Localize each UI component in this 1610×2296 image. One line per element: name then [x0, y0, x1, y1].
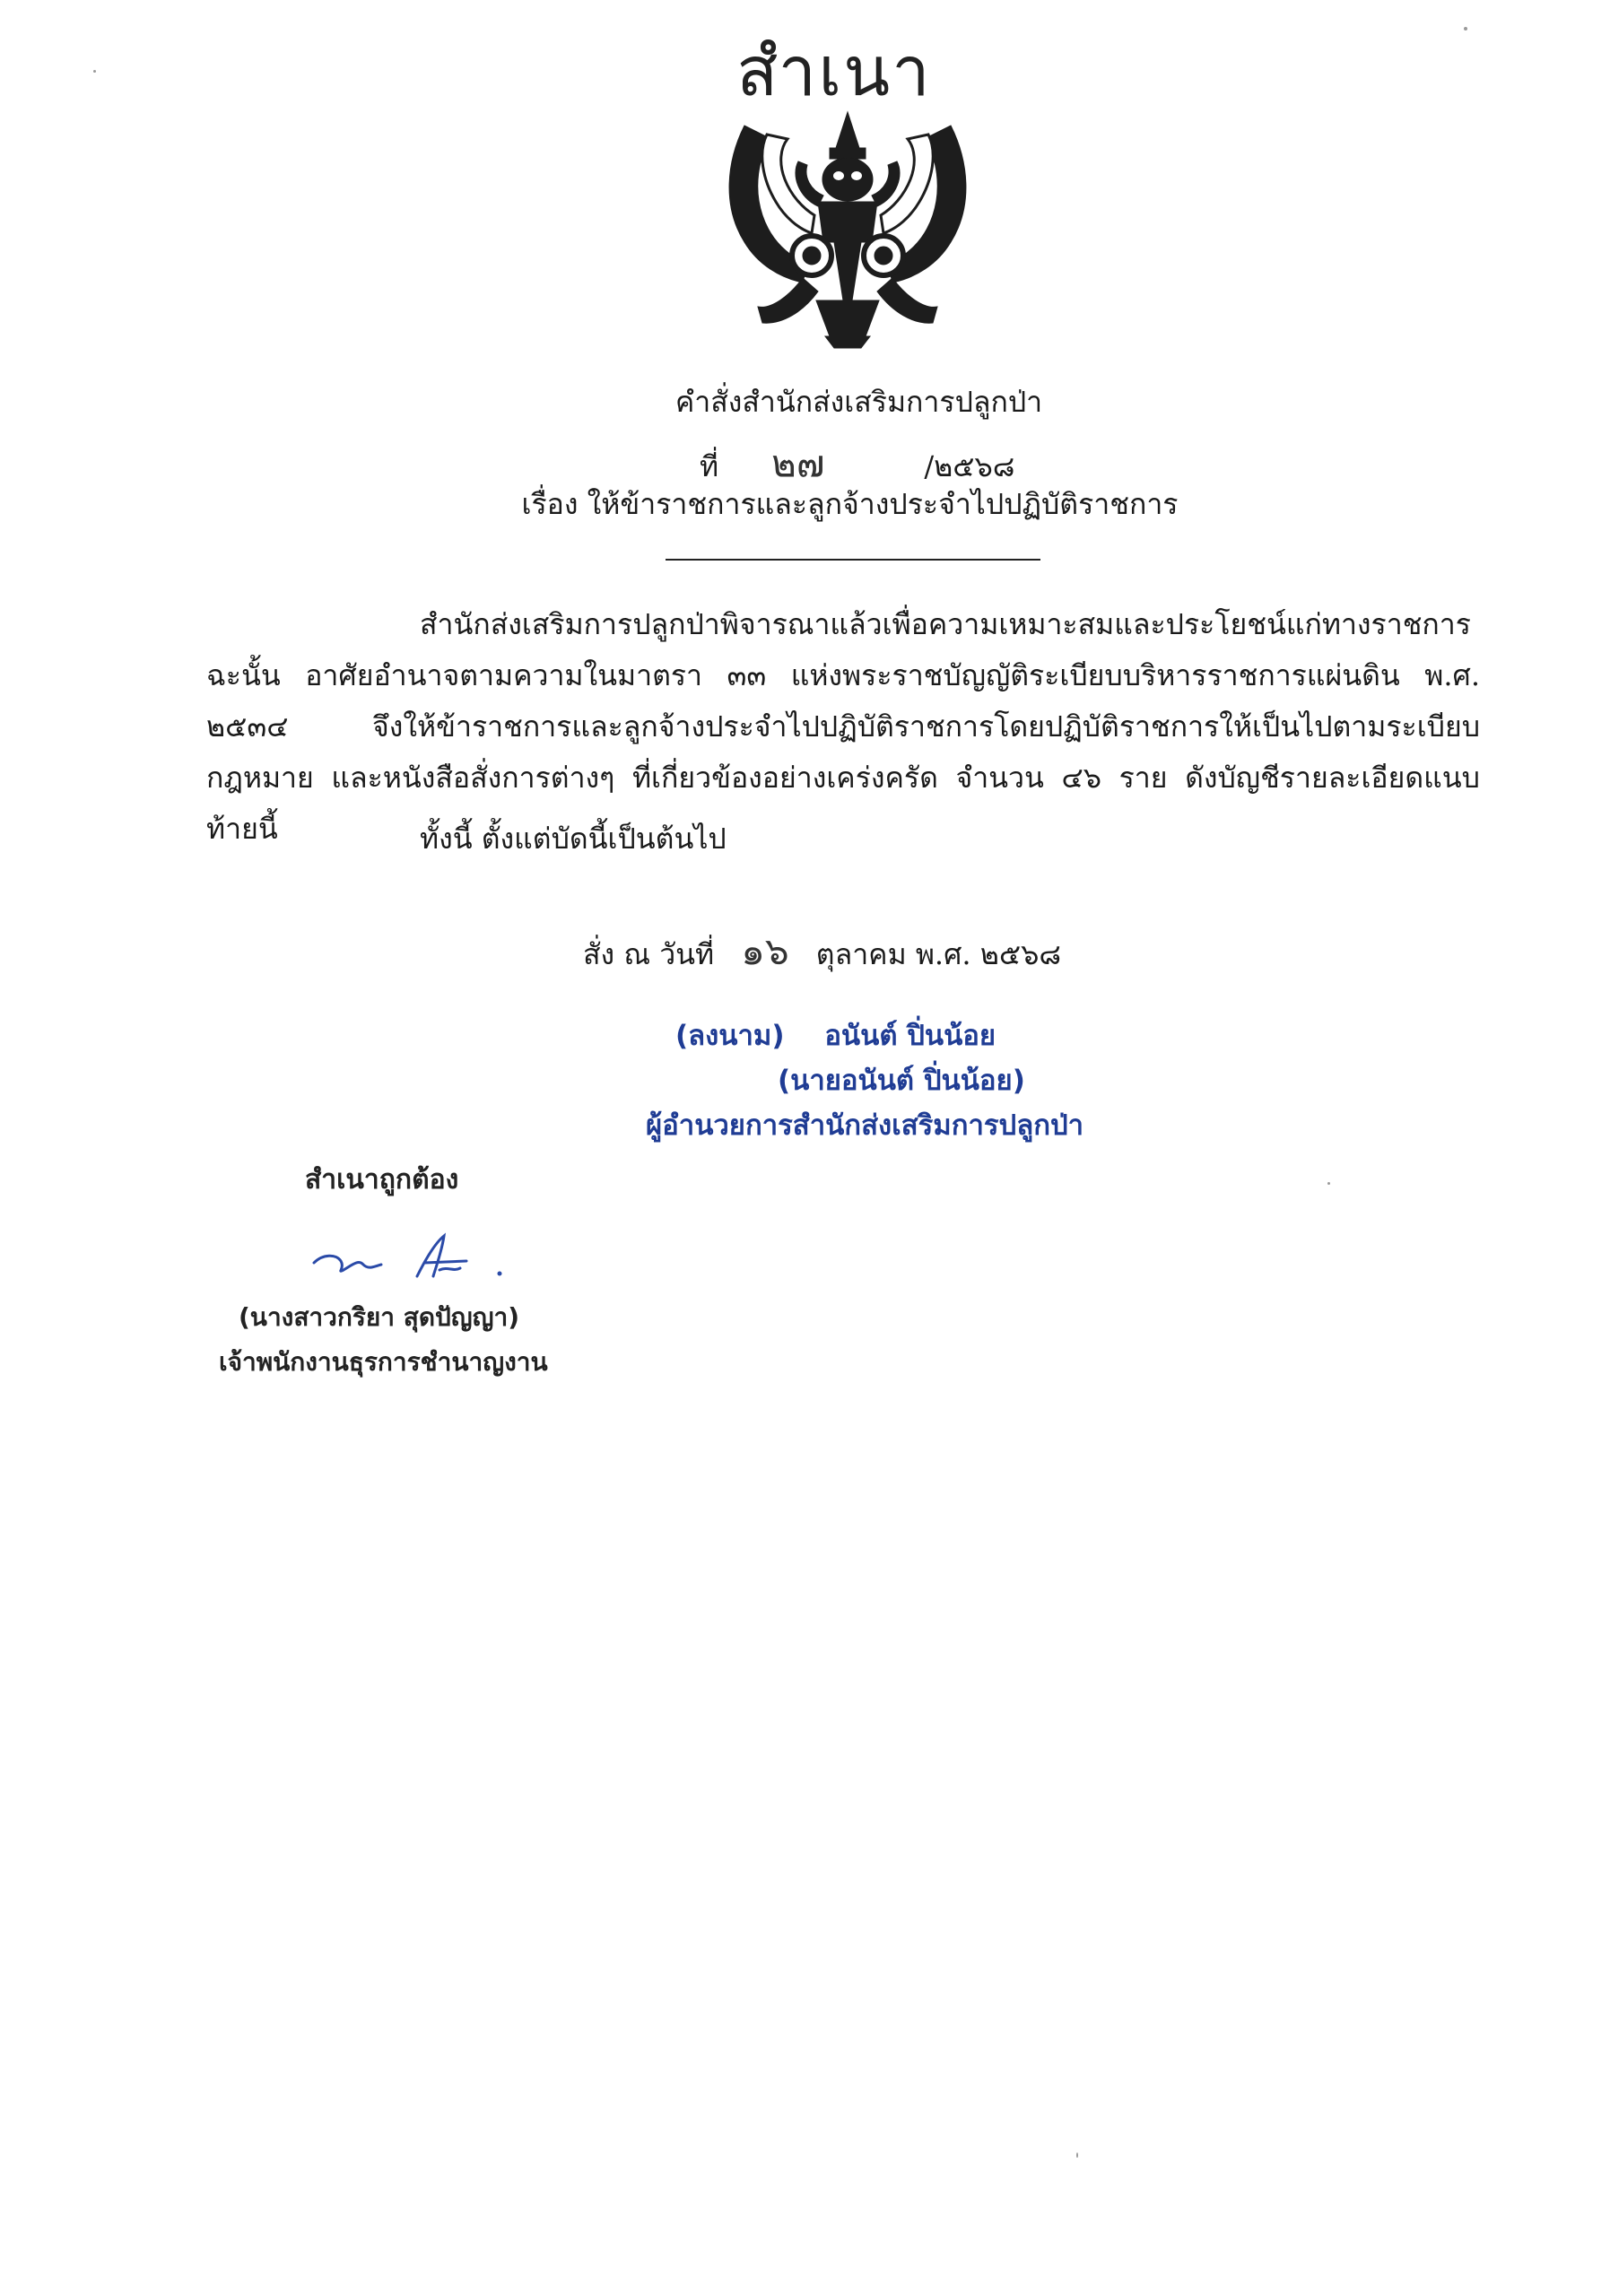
scan-speck: [1076, 2152, 1078, 2158]
signer-position: ผู้อำนวยการสำนักส่งเสริมการปลูกป่า: [646, 1109, 1084, 1142]
order-number-year: /๒๕๖๘: [924, 449, 1015, 483]
body-text: [206, 599, 1480, 855]
signed-name: อนันต์ ปิ่นน้อย: [824, 1020, 996, 1052]
given-prefix: สั่ง ณ วันที่: [583, 937, 715, 971]
garuda-emblem: [718, 108, 978, 350]
signature-block: [646, 1013, 1274, 1148]
order-number-label: ที่: [700, 449, 719, 483]
copy-stamp: สำเนา: [736, 31, 932, 111]
certifier-name: (นางสาวกริยา สุดปัญญา): [239, 1302, 520, 1332]
order-title: คำสั่งสำนักส่งเสริมการปลูกป่า: [674, 385, 1043, 419]
order-number: [700, 434, 1014, 493]
certified-label: สำเนาถูกต้อง: [305, 1164, 459, 1196]
certifier-position: เจ้าพนักงานธุรการชำนาญงาน: [219, 1347, 548, 1377]
given-date: [583, 922, 1061, 981]
certifier-block: [219, 1295, 548, 1385]
order-subject: เรื่อง ให้ข้าราชการและลูกจ้างประจำไปปฏิบัติราชการ: [521, 487, 1179, 521]
body-paragraph: สำนักส่งเสริมการปลูกป่าพิจารณาแล้วเพื่อความเหมาะสมและประโยชน์แก่ทางราชการ ฉะนั้น อาศัยอำนาจตามความในมาตรา ๓๓ แห่งพระราชบัญญัติระเบียบบริหารราชการแผ่นดิน พ.ศ. ๒๕๓๔ จึงให้ข้าราชการและลูกจ้างประจำไปปฏิบัติราชการโดยปฏิบัติราชการให้เป็นไปตามระเบียบ กฎหมาย และหนังสือสั่งการต่างๆ ที่เกี่ยวข้องอย่างเคร่งครัด จำนวน ๔๖ ราย ดังบัญชีรายละเอียดแนบท้ายนี้: [206, 607, 1480, 846]
divider: [666, 559, 1040, 561]
scan-speck: [1327, 1182, 1330, 1185]
scan-speck: [1464, 27, 1467, 30]
scan-speck: [93, 70, 96, 73]
signer-full-name: (นายอนันต์ ปิ่นน้อย): [778, 1065, 1025, 1097]
given-month-year: ตุลาคม พ.ศ. ๒๕๖๘: [815, 937, 1062, 971]
effective-statement: ทั้งนี้ ตั้งแต่บัดนี้เป็นต้นไป: [420, 822, 727, 856]
handwritten-signature: [309, 1227, 516, 1290]
signature-row: [675, 1013, 1274, 1058]
given-day: ๑๖: [741, 929, 789, 973]
order-number-value: ๒๗: [771, 441, 825, 485]
signed-label: (ลงนาม): [675, 1020, 785, 1052]
